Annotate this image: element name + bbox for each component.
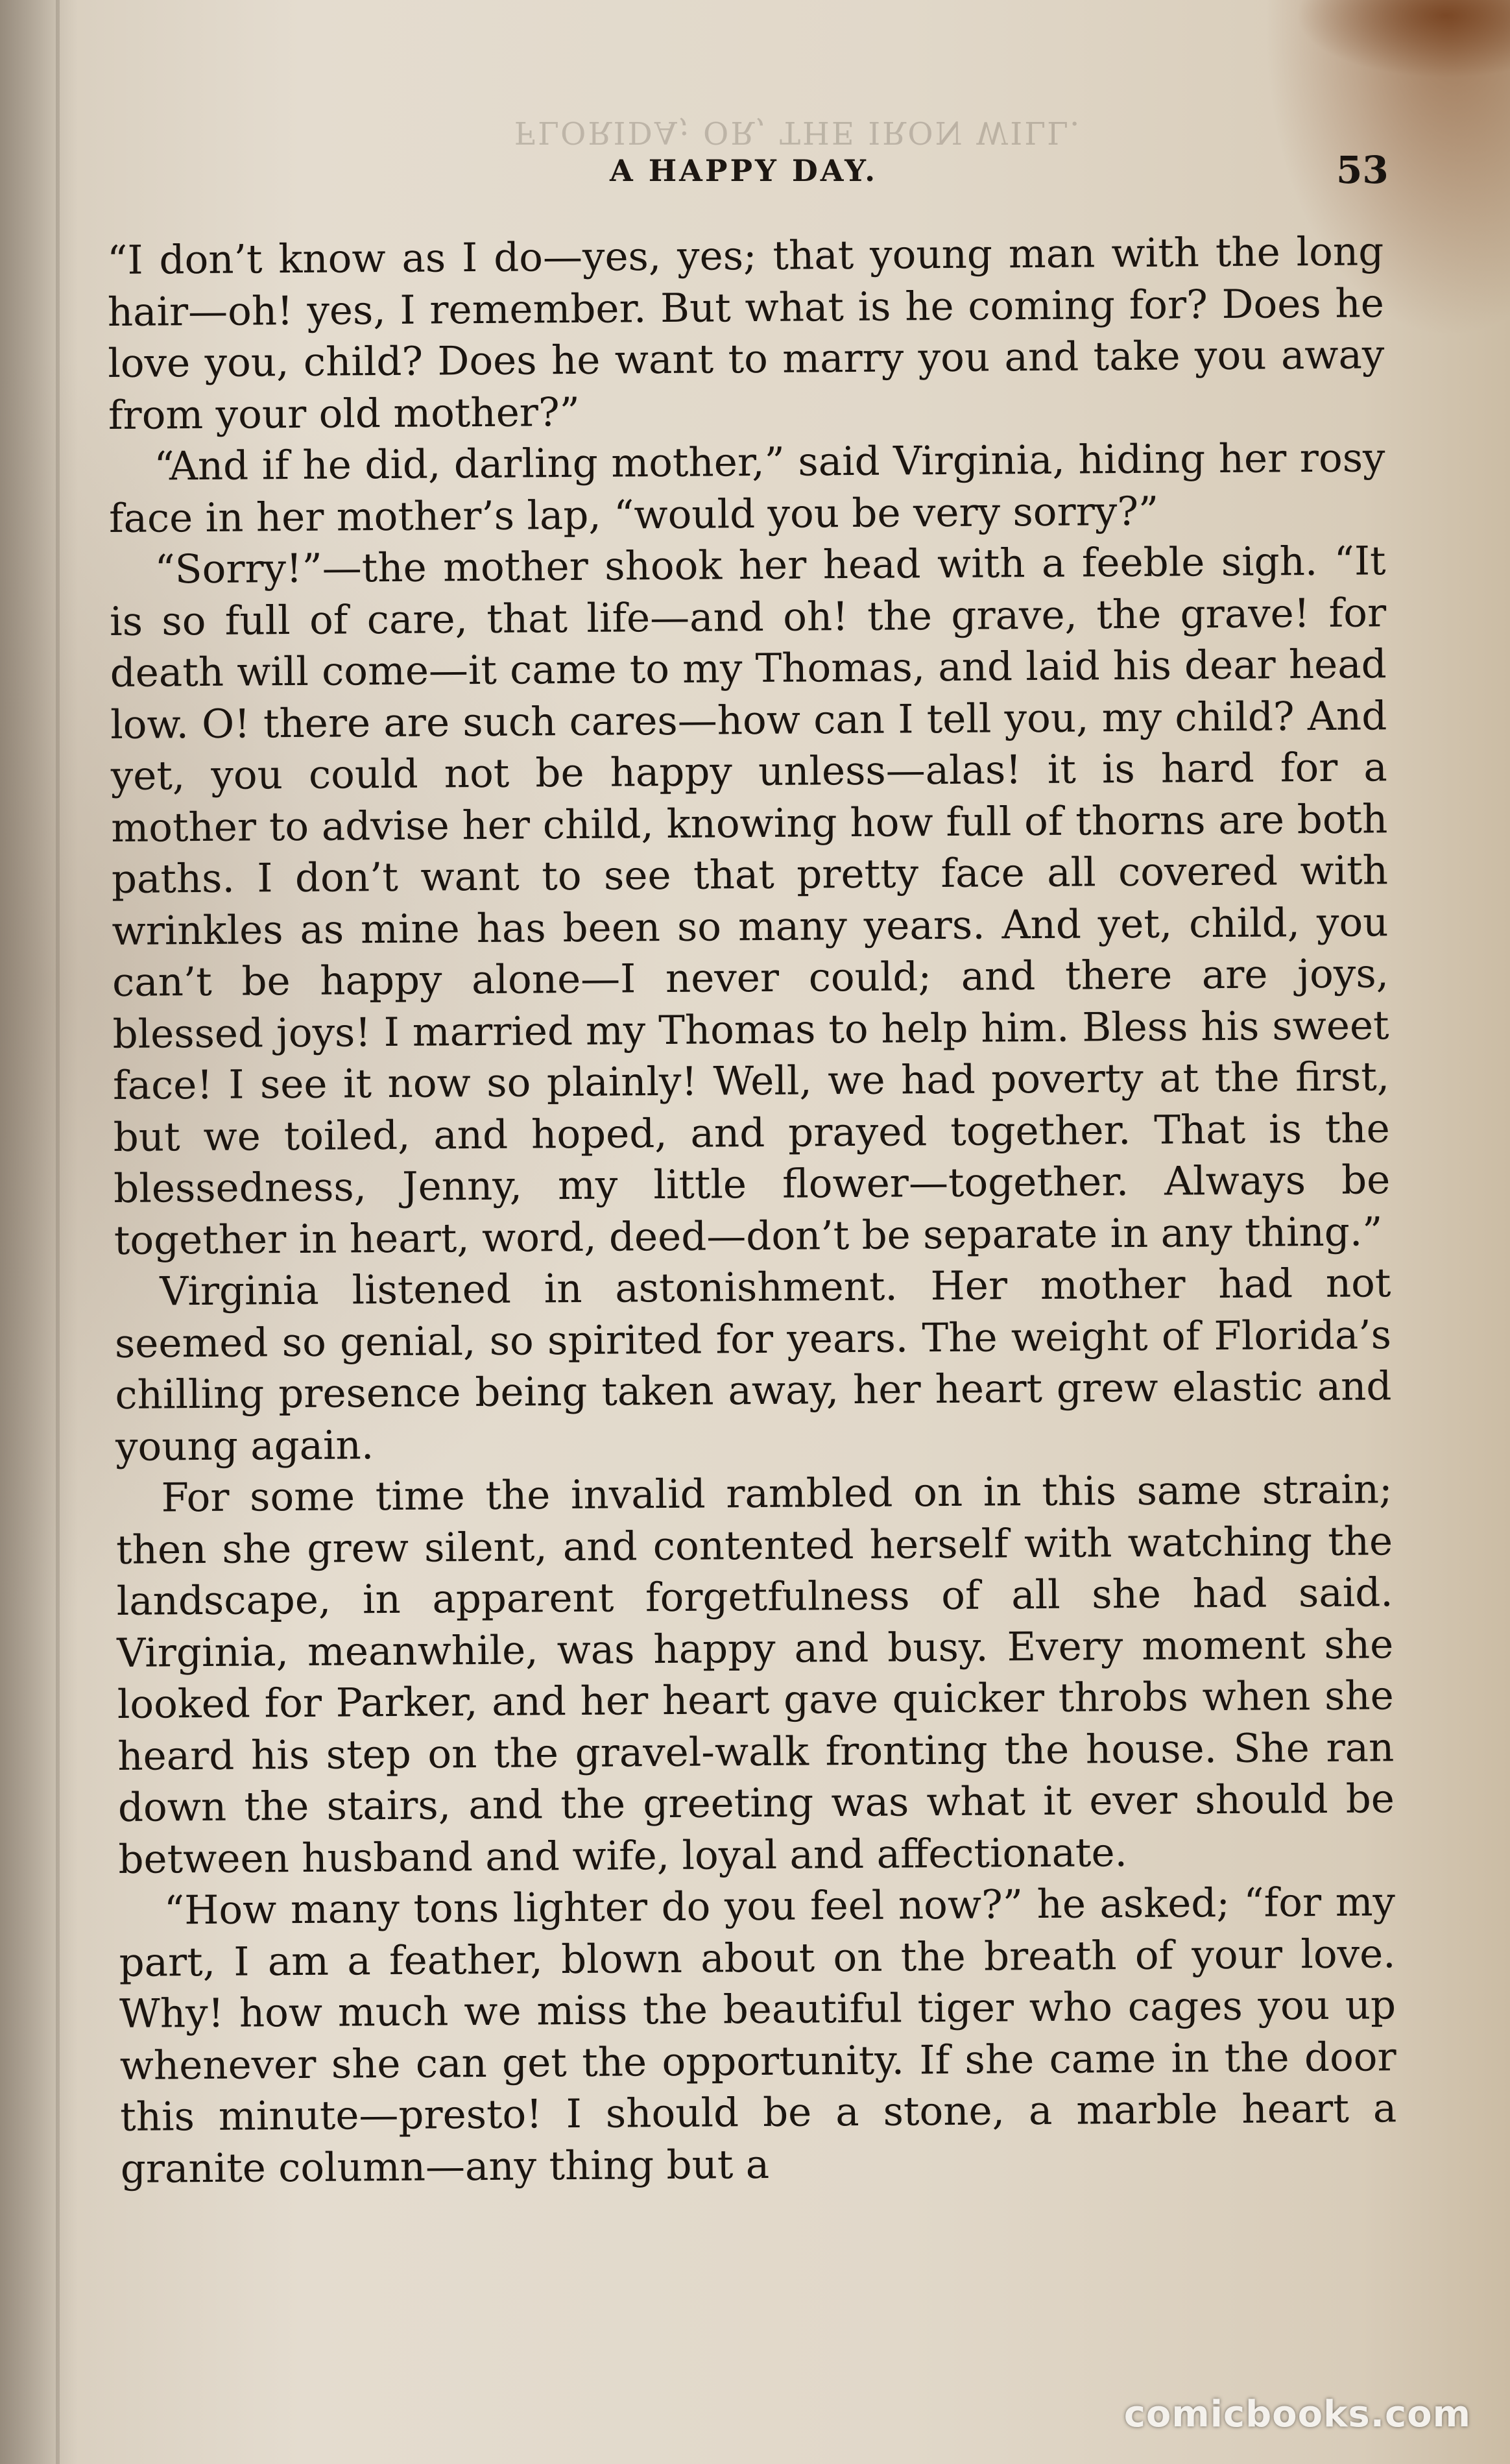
paragraph: “How many tons lighter do you feel now?” he asked; “for my part, I am a feather, blown about on the breath of your love. Why! how much we miss the beautiful tiger who cages you up whenever she can get the opportunity. If she came in the door this minute—presto! I should be a stone, a marble heart a granite column—any thing but a [119, 1879, 1397, 2192]
bleed-through-header: FLORIDA; OR, THE IRON WILL. [514, 114, 1082, 151]
page-gutter-shadow [0, 0, 78, 2464]
page-number: 53 [1336, 148, 1389, 192]
corner-stain [1296, 0, 1510, 78]
site-watermark: comicbooks.com [1123, 2393, 1471, 2435]
paragraph: For some time the invalid rambled on in this same strain; then she grew silent, and contented herself with watching the landscape, in apparent forgetfulness of all she had said. Virginia, meanwhile, was happy and busy. Every moment she looked for Parker, and her heart gave quicker throbs when she heard his step on the gravel-walk fronting the house. She ran down the stairs, and the greeting was what it ever should be between husband and wife, loyal and affectionate. [115, 1466, 1395, 1883]
paragraph: “And if he did, darling mother,” said Virginia, hiding her rosy face in her mother’s lap, “would you be very sorry?” [108, 435, 1385, 542]
running-head: A HAPPY DAY. [610, 153, 878, 188]
paragraph: “I don’t know as I do—yes, yes; that young man with the long hair—oh! yes, I remember. But what is he coming for? Does he love you, child? Does he want to marry you and take you away from your old mother?” [107, 228, 1385, 439]
page-fold-crease [56, 0, 60, 2464]
paragraph: Virginia listened in astonishment. Her mother had not seemed so genial, so spirited for years. The weight of Florida’s chilling presence being taken away, her heart grew elastic and young again. [114, 1260, 1392, 1470]
paragraph: “Sorry!”—the mother shook her head with a feeble sigh. “It is so full of care, that life—and oh! the grave, the grave! for death will come—it came to my Thomas, and laid his dear head low. O! there are such cares—how can I tell you, my child? And yet, you could not be happy unless—alas! it is hard for a mother to advise her child, knowing how full of thorns are both paths. I don’t want to see that pretty face all covered with wrinkles as mine has been so many years. And yet, child, you can’t be happy alone—I never could; and there are joys, blessed joys! I married my Thomas to help him. Bless his sweet face! I see it now so plainly! Well, we had poverty at the first, but we toiled, and hoped, and prayed together. That is the blessedness, Jenny, my little flower—together. Always be together in heart, word, deed—don’t be separate in any thing.” [109, 538, 1391, 1264]
body-text [107, 226, 1397, 2195]
